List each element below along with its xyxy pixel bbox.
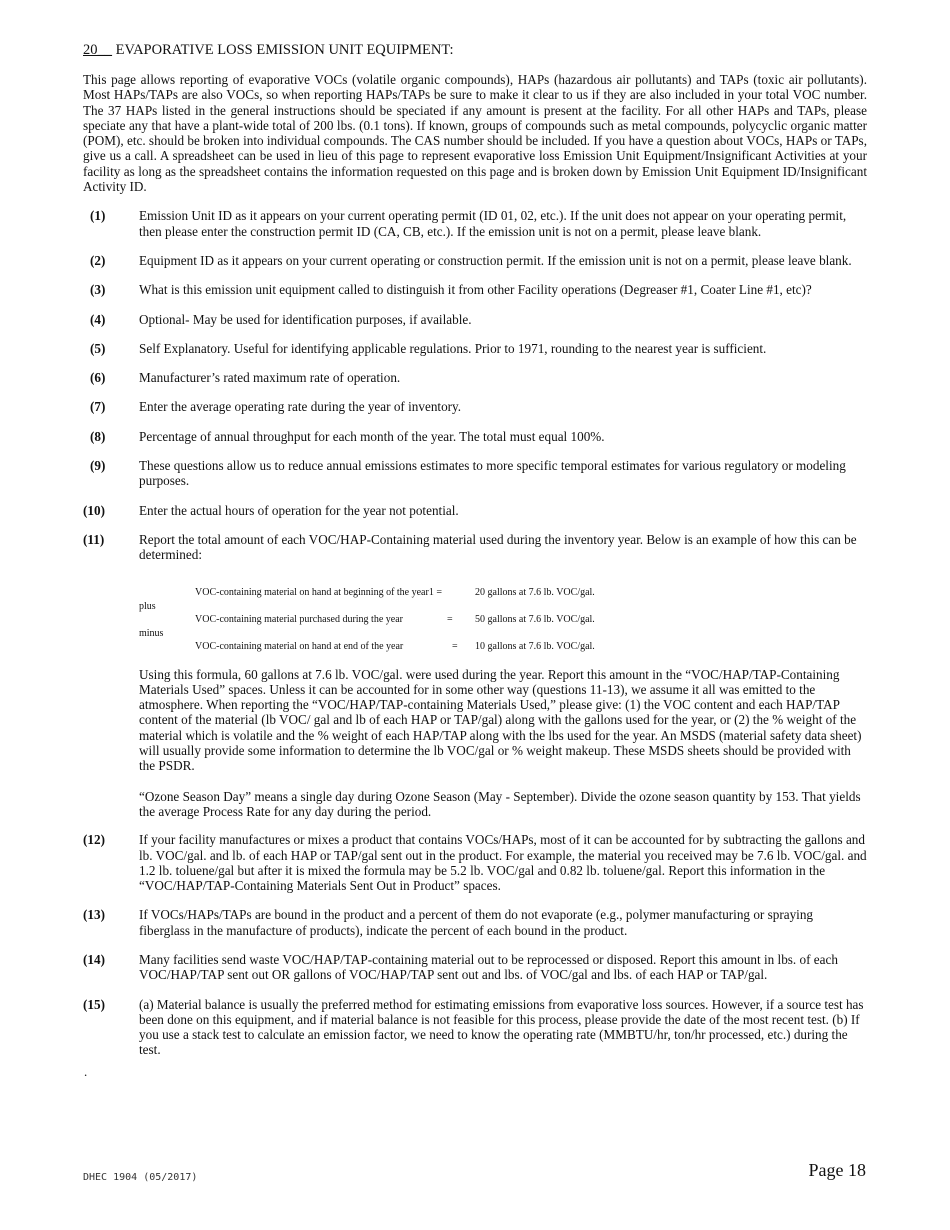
form-code: DHEC 1904 (05/2017) xyxy=(83,1172,198,1183)
instruction-item-7: (7) Enter the average operating rate during the year of inventory. xyxy=(90,399,462,415)
stray-period: . xyxy=(84,1064,88,1079)
instruction-item-12: (12) If your facility manufactures or mixes a product that contains VOCs/HAPs, most of it can be accounted for by subtracting the gallons and lb. VOC/gal. and lb. of each HAP or TAP/gal sent out in the product. For example, the material you received may be 7.6 lb. VOC/gal. and 1.2 lb. toluene/gal but after it is mixed the formula may be 5.2 lb. VOC/gal and 0.82 lb. toluene/gal. Report this information in the “VOC/HAP/TAP-Containing Materials Sent Out in Product” spaces. xyxy=(83,832,867,894)
instruction-item-15: (15) (a) Material balance is usually the preferred method for estimating emissions from evaporative loss sources. However, if a source test has been done on this equipment, and if material balance is not feasible for this process, please provide the date of the most recent test. (b) If you use a stack test to calculate an emission factor, we need to know the operating rate (MMBTU/hr, ton/hr processed, etc.) during the test. xyxy=(83,996,864,1058)
eq-operator-minus: minus xyxy=(139,627,164,639)
ozone-season-note: “Ozone Season Day” means a single day during Ozone Season (May - September). Divide the ozone season quantity by 153. That yields the average Process Rate for any day during the period. xyxy=(139,788,861,819)
item11-explanation: Using this formula, 60 gallons at 7.6 lb. VOC/gal. were used during the year. Report this amount in the “VOC/HAP/TAP-Containing Materials Used” spaces. Unless it can be accounted for in some other way (questions 11-13), we assume it all was emitted to the atmosphere. When reporting the “VOC/HAP/TAP-containing Materials Used,” please give: (1) the VOC content and each HAP/TAP content of the material (lb VOC/ gal and lb of each HAP or TAP/gal) along with the gallons used for the year, or (2) the % weight of the material which is volatile and the % weight of each HAP/TAP along with the lbs used for the year. An MSDS (material safety data sheet) will usually provide some information to determine the lb VOC/gal or % weight makeup. These MSDS sheets should be provided with the PSDR. xyxy=(139,666,862,774)
instruction-item-11: (11) Report the total amount of each VOC/HAP-Containing material used during the inventory year. Below is an example of how this can be determined: xyxy=(83,531,857,563)
eq-row3-label: VOC-containing material on hand at end of the year xyxy=(195,640,404,652)
instruction-item-10: (10) Enter the actual hours of operation for the year not potential. xyxy=(83,502,459,518)
eq-row2-label: VOC-containing material purchased during the year xyxy=(195,613,403,625)
instruction-item-8: (8) Percentage of annual throughput for each month of the year. The total must equal 100%. xyxy=(90,428,605,444)
eq-operator-plus: plus xyxy=(139,600,156,612)
instruction-item-2: (2) Equipment ID as it appears on your current operating or construction permit. If the emission unit is not on a permit, please leave blank. xyxy=(90,252,852,268)
section-title: EVAPORATIVE LOSS EMISSION UNIT EQUIPMENT: xyxy=(115,42,454,58)
intro-paragraph: This page allows reporting of evaporative VOCs (volatile organic compounds), HAPs (hazardous air pollutants) and TAPs (toxic air pollutants). Most HAPs/TAPs are also VOCs, so when reporting HAPs/TAPs be sure to make it clear to us if they are also included in your total VOC number. The 37 HAPs listed in the general instructions should be speciated if any amount is present at the facility. For all other HAPs and TAPs, please speciate any that have a plant-wide total of 200 lbs. (0.1 tons). If known, groups of compounds such as metal compounds, polycyclic organic matter (POM), etc. should be broken into individual compounds. The CAS number should be included. If you have a question about VOCs, HAPs or TAPs, give us a call. A spreadsheet can be used in lieu of this page to represent evaporative loss Emission Unit Equipment/Insignificant Activities at your facility as long as the spreadsheet contains the information requested on this page and is broken down by Emission Unit Equipment ID/Insignificant Activity ID. xyxy=(83,72,867,195)
page-number: Page 18 xyxy=(808,1160,866,1180)
section-number: 20__ xyxy=(83,42,112,58)
document-page xyxy=(83,42,867,1072)
instruction-item-13: (13) If VOCs/HAPs/TAPs are bound in the product and a percent of them do not evaporate (e.g., polymer manufacturing or spraying fiberglass in the manufacture of products), indicate the percent of each bound in the product. xyxy=(83,907,814,938)
instruction-item-3: (3) What is this emission unit equipment called to distinguish it from other Facility operations (Degreaser #1, Coater Line #1, etc)? xyxy=(90,282,812,298)
material-balance-example xyxy=(83,577,867,652)
eq-row3-value: 10 gallons at 7.6 lb. VOC/gal. xyxy=(475,640,595,652)
instruction-item-4: (4) Optional- May be used for identification purposes, if available. xyxy=(90,311,472,327)
instruction-item-6: (6) Manufacturer’s rated maximum rate of operation. xyxy=(90,370,401,386)
instruction-item-1: (1) Emission Unit ID as it appears on your current operating permit (ID 01, 02, etc.). If the unit does not appear on your operating permit, then please enter the construction permit ID (CA, CB, etc.). If the emission unit is not on a permit, please leave blank. xyxy=(90,208,847,239)
eq-row2-value: 50 gallons at 7.6 lb. VOC/gal. xyxy=(475,613,595,625)
eq-row1-value: 20 gallons at 7.6 lb. VOC/gal. xyxy=(475,586,595,598)
instruction-item-14: (14) Many facilities send waste VOC/HAP/TAP-containing material out to be reprocessed or disposed. Report this amount in lbs. of each VOC/HAP/TAP sent out OR gallons of VOC/HAP/TAP sent out and lbs. of VOC/gal and lbs. of each HAP or TAP/gal. xyxy=(83,951,838,983)
eq-row2-equals: = xyxy=(447,613,453,625)
section-heading xyxy=(83,42,867,59)
eq-row3-equals: = xyxy=(452,640,458,652)
instruction-item-9: (9) These questions allow us to reduce annual emissions estimates to more specific temporal estimates for various regulatory or modeling purposes. xyxy=(90,458,846,489)
instruction-item-5: (5) Self Explanatory. Useful for identifying applicable regulations. Prior to 1971, rounding to the nearest year is sufficient. xyxy=(90,340,767,356)
eq-row1-label: VOC-containing material on hand at beginning of the year1 = xyxy=(195,586,442,598)
